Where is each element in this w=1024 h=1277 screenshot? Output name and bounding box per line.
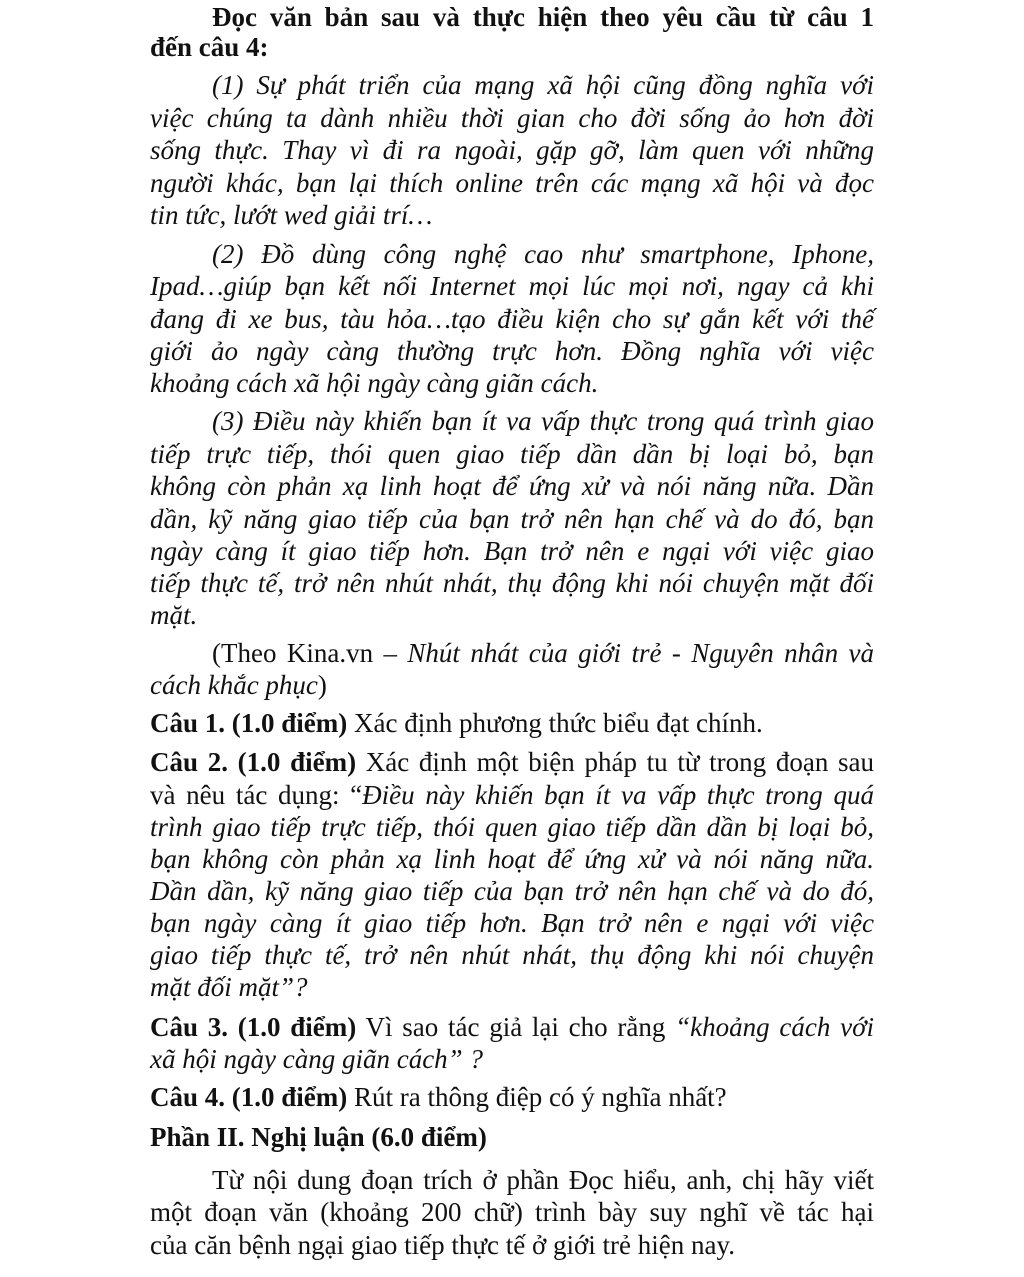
passage-p2-line-5: khoảng cách xã hội ngày càng giãn cách.	[150, 368, 599, 398]
question-1	[150, 706, 874, 740]
question-3-quote-start: “khoảng cách với	[675, 1012, 874, 1042]
question-2-quote-line-6: mặt đối mặt”?	[150, 972, 308, 1002]
question-3-label: Câu 3. (1.0 điểm)	[150, 1012, 357, 1042]
source-suffix: )	[317, 670, 327, 700]
passage-p3-line-3: không còn phản xạ linh hoạt để ứng xử và nói năng nữa. Dần	[150, 471, 874, 501]
source-title-2: cách khắc phục	[150, 670, 318, 700]
passage-p3-line-6: tiếp thực tế, trở nên nhút nhát, thụ động khi nói chuyện mặt đối	[150, 568, 874, 598]
passage-p3-line-4: dần, kỹ năng giao tiếp của bạn trở nên hạn chế và do đó, bạn	[150, 504, 874, 534]
question-4-label: Câu 4. (1.0 điểm)	[150, 1082, 348, 1112]
question-2-quote-start: Điều này khiến bạn ít va vấp thực trong quá	[362, 780, 874, 810]
question-2-quote-line-4: bạn ngày càng ít giao tiếp hơn. Bạn trở nên e ngại với việc	[150, 908, 874, 938]
passage-p1-line-4: người khác, bạn lại thích online trên các mạng xã hội và đọc	[150, 168, 874, 198]
source-line-2	[150, 668, 874, 702]
question-1-text: Xác định phương thức biểu đạt chính.	[347, 708, 763, 738]
source-line-1	[212, 636, 874, 670]
question-2-quote-line-2: bạn không còn phản xạ linh hoạt để ứng xử và nói năng nữa.	[150, 844, 874, 874]
question-2-line-1	[150, 745, 874, 779]
question-2-line-2	[150, 778, 874, 812]
question-1-label: Câu 1. (1.0 điểm)	[150, 708, 348, 738]
passage-p3-line-7: mặt.	[150, 600, 198, 630]
question-4-text: Rút ra thông điệp có ý nghĩa nhất?	[347, 1082, 727, 1112]
source-prefix: (Theo Kina.vn –	[212, 638, 408, 668]
passage-p1-line-5: tin tức, lướt wed giải trí…	[150, 200, 433, 230]
passage-p2-line-1: (2) Đồ dùng công nghệ cao như smartphone, Iphone,	[212, 239, 874, 269]
question-4	[150, 1080, 874, 1114]
passage-p2-line-2: Ipad…giúp bạn kết nối Internet mọi lúc mọi nơi, ngay cả khi	[150, 271, 874, 301]
question-2-label: Câu 2. (1.0 điểm)	[150, 747, 357, 777]
source-title-1: Nhút nhát của giới trẻ - Nguyên nhân và	[407, 638, 875, 668]
question-3-text: Vì sao tác giả lại cho rằng	[356, 1012, 676, 1042]
intro-line-1: Đọc văn bản sau và thực hiện theo yêu cầu từ câu 1	[212, 2, 874, 32]
question-2-quote-line-1: trình giao tiếp trực tiếp, thói quen giao tiếp dần dần bị loại bỏ,	[150, 812, 874, 842]
passage-p1-line-1: (1) Sự phát triển của mạng xã hội cũng đồng nghĩa với	[212, 70, 874, 100]
passage-p3-line-2: tiếp trực tiếp, thói quen giao tiếp dần dần bị loại bỏ, bạn	[150, 439, 874, 469]
part-2-line-3: của căn bệnh ngại giao tiếp thực tế ở giới trẻ hiện nay.	[150, 1230, 735, 1260]
passage-p1-line-3: sống thực. Thay vì đi ra ngoài, gặp gỡ, làm quen với những	[150, 135, 874, 165]
passage-p1-line-2: việc chúng ta dành nhiều thời gian cho đời sống ảo hơn đời	[150, 103, 874, 133]
question-2-quote-line-3: Dần dần, kỹ năng giao tiếp của bạn trở nên hạn chế và do đó,	[150, 876, 874, 906]
part-2-heading: Phần II. Nghị luận (6.0 điểm)	[150, 1122, 487, 1152]
intro-line-2: đến câu 4:	[150, 32, 269, 62]
question-2-lead: và nêu tác dụng: “	[150, 780, 363, 810]
passage-p2-line-3: đang đi xe bus, tàu hỏa…tạo điều kiện cho sự gắn kết với thế	[150, 304, 874, 334]
passage-p3-line-1: (3) Điều này khiến bạn ít va vấp thực trong quá trình giao	[212, 406, 874, 436]
part-2-line-1: Từ nội dung đoạn trích ở phần Đọc hiểu, anh, chị hãy viết	[212, 1165, 874, 1195]
question-3-line-1	[150, 1010, 874, 1044]
question-3-line-2: xã hội ngày càng giãn cách” ?	[150, 1044, 483, 1074]
question-2-quote-line-5: giao tiếp thực tế, trở nên nhút nhát, thụ động khi nói chuyện	[150, 940, 874, 970]
passage-p2-line-4: giới ảo ngày càng thường trực hơn. Đồng nghĩa với việc	[150, 336, 874, 366]
passage-p3-line-5: ngày càng ít giao tiếp hơn. Bạn trở nên e ngại với việc giao	[150, 536, 874, 566]
part-2-line-2: một đoạn văn (khoảng 200 chữ) trình bày suy nghĩ về tác hại	[150, 1197, 874, 1227]
question-2-text: Xác định một biện pháp tu từ trong đoạn sau	[356, 747, 874, 777]
